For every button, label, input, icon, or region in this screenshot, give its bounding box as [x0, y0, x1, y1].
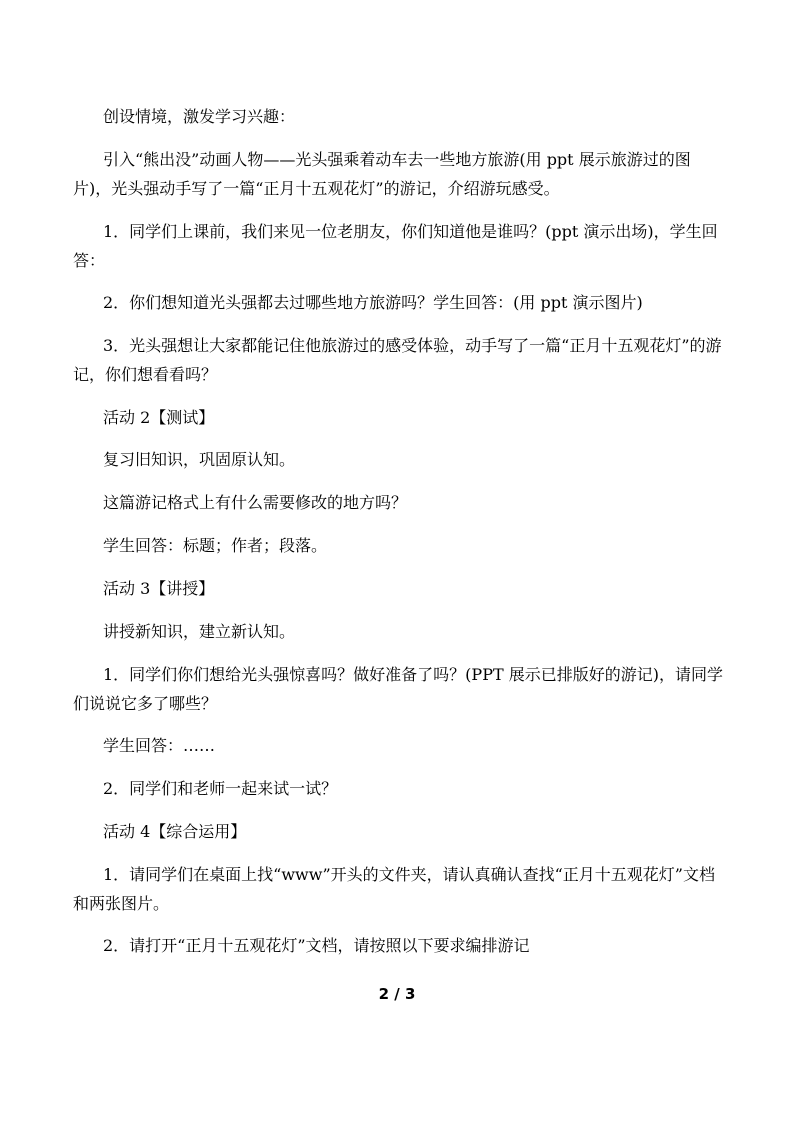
- paragraph-intro-story: 引入“熊出没”动画人物——光头强乘着动车去一些地方旅游(用 ppt 展示旅游过的图片)，光头强动手写了一篇“正月十五观花灯”的游记，介绍游玩感受。: [73, 150, 691, 198]
- paragraph-open-document: 2．请打开“正月十五观花灯”文档，请按照以下要求编排游记: [103, 936, 530, 955]
- paragraph-new-knowledge: 讲授新知识，建立新认知。: [103, 622, 296, 641]
- paragraph-find-folder: 1．请同学们在桌面上找“www”开头的文件夹，请认真确认查找“正月十五观花灯”文档和两张图片。: [73, 865, 715, 913]
- page-number: 2 / 3: [378, 985, 416, 1003]
- paragraph-question-2: 2．你们想知道光头强都去过哪些地方旅游吗？学生回答：(用 ppt 演示图片): [103, 293, 643, 312]
- paragraph-student-answer: 学生回答：标题；作者；段落。: [103, 536, 328, 555]
- paragraph-review: 复习旧知识，巩固原认知。: [103, 450, 296, 469]
- paragraph-question-3: 3．光头强想让大家都能记住他旅游过的感受体验，动手写了一篇“正月十五观花灯”的游记，你们想看看吗？: [73, 336, 722, 384]
- paragraph-student-answer-ellipsis: 学生回答：……: [103, 736, 216, 755]
- activity-2-heading: 活动 2【测试】: [103, 408, 215, 427]
- paragraph-surprise-question: 1．同学们你们想给光头强惊喜吗？做好准备了吗？(PPT 展示已排版好的游记)，请同学们说说它多了哪些？: [73, 665, 723, 713]
- paragraph-question-1: 1．同学们上课前，我们来见一位老朋友，你们知道他是谁吗？(ppt 演示出场)，学生回答：: [73, 222, 718, 270]
- activity-4-heading: 活动 4【综合运用】: [103, 822, 247, 841]
- activity-3-heading: 活动 3【讲授】: [103, 579, 215, 598]
- paragraph-format-question: 这篇游记格式上有什么需要修改的地方吗？: [103, 493, 408, 512]
- paragraph-try-together: 2．同学们和老师一起来试一试？: [103, 779, 338, 798]
- paragraph-intro-heading: 创设情境，激发学习兴趣：: [103, 107, 296, 126]
